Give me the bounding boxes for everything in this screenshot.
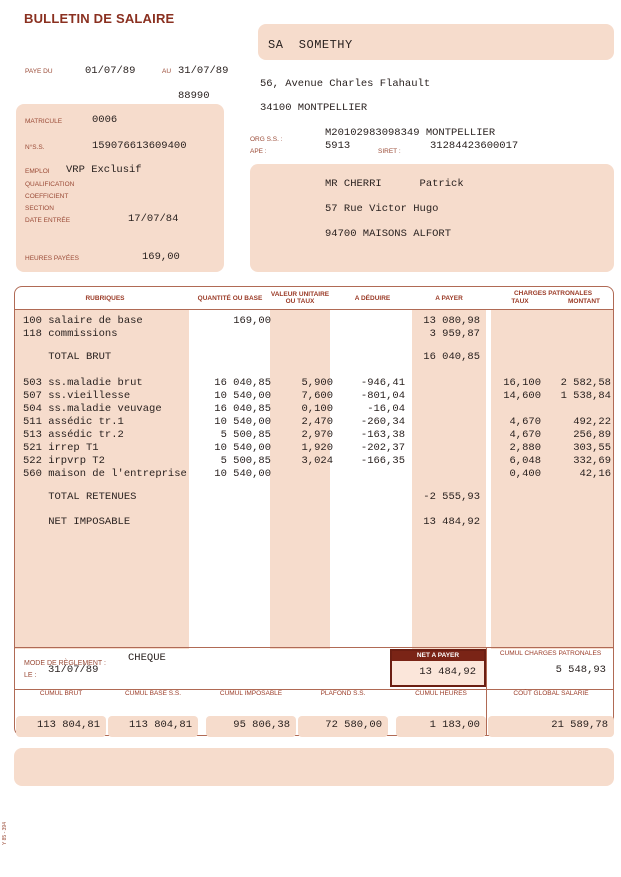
cumul-value: 95 806,38 [233, 719, 290, 731]
cell-pay: 16 040,85 [423, 351, 480, 363]
recipient-name: MR CHERRI Patrick [325, 178, 464, 190]
siret-label: SIRET : [378, 148, 401, 155]
cell-pmont: 42,16 [579, 468, 611, 480]
recipient-city: 94700 MAISONS ALFORT [325, 228, 452, 240]
employer-name: SA SOMETHY [268, 38, 353, 52]
cell-pmont: 256,89 [573, 429, 611, 441]
cumul-box [16, 716, 106, 737]
cell-ded: -260,34 [360, 416, 405, 428]
cell-ptaux: 14,600 [503, 390, 541, 402]
header-quantite: QUANTITÉ OU BASE [197, 295, 263, 302]
cumul-box [108, 716, 198, 737]
nss-label: N°S.S. [25, 144, 45, 151]
footer-vertical-divider [486, 647, 487, 736]
cell-ded: -166,35 [360, 455, 405, 467]
cumul-value: 1 183,00 [429, 719, 480, 731]
cell-qty: 10 540,00 [214, 390, 271, 402]
form-code: Y 85 - 394 [2, 822, 8, 845]
mode: CHEQUE [128, 652, 166, 664]
net-a-payer-label: NET A PAYER [392, 651, 484, 661]
emploi-label: EMPLOI [25, 168, 50, 175]
cumul-charges: 5 548,93 [555, 664, 606, 676]
cumul-label: PLAFOND S.S. [320, 690, 366, 697]
cell-pmont: 303,55 [573, 442, 611, 454]
cell-label: 503 ss.maladie brut [23, 377, 143, 389]
cell-label: 521 irrep T1 [23, 442, 99, 454]
cell-qty: 10 540,00 [214, 416, 271, 428]
cumul-label: CUMUL HEURES [415, 690, 467, 697]
cell-pmont: 1 538,84 [560, 390, 611, 402]
cell-qty: 169,00 [233, 315, 271, 327]
nss: 159076613609400 [92, 140, 187, 152]
cell-label: TOTAL RETENUES [23, 491, 137, 503]
heures-label: HEURES PAYÉES [25, 255, 79, 262]
period-from: 01/07/89 [85, 65, 136, 77]
heures: 169,00 [142, 251, 180, 263]
siret: 31284423600017 [430, 140, 519, 152]
section-label: SECTION [25, 205, 54, 212]
cumul-value: 21 589,78 [551, 719, 608, 731]
cell-label: NET IMPOSABLE [23, 516, 131, 528]
cell-qty: 16 040,85 [214, 403, 271, 415]
period-number: 88990 [178, 90, 210, 102]
cell-rate: 5,900 [301, 377, 333, 389]
cumul-box [396, 716, 486, 737]
cell-rate: 1,920 [301, 442, 333, 454]
cumul-value: 72 580,00 [325, 719, 382, 731]
cell-qty: 10 540,00 [214, 442, 271, 454]
qualification-label: QUALIFICATION [25, 181, 75, 188]
cumul-charges-label: CUMUL CHARGES PATRONALES [499, 650, 602, 657]
cell-pay: 13 484,92 [423, 516, 480, 528]
cell-pmont: 2 582,58 [560, 377, 611, 389]
page-title: BULLETIN DE SALAIRE [24, 11, 175, 26]
cell-qty: 10 540,00 [214, 468, 271, 480]
recipient-street: 57 Rue Victor Hugo [325, 203, 439, 215]
ape: 5913 [325, 140, 351, 152]
le-label: LE : [24, 672, 37, 679]
employee-panel [16, 104, 224, 272]
header-charges: CHARGES PATRONALES [513, 290, 593, 297]
cell-ptaux: 6,048 [509, 455, 541, 467]
cumul-box [488, 716, 614, 737]
cell-label: 100 salaire de base [23, 315, 143, 327]
cell-label: 507 ss.vieillesse [23, 390, 131, 402]
cumul-label: COÛT GLOBAL SALARIE [513, 690, 589, 697]
cell-ptaux: 4,670 [509, 416, 541, 428]
bottom-band [14, 748, 614, 786]
cumul-box [298, 716, 388, 737]
net-a-payer: 13 484,92 [419, 666, 476, 678]
period-from-label: PAYE DU [25, 68, 53, 75]
cell-label: 511 assédic tr.1 [23, 416, 124, 428]
cell-rate: 2,470 [301, 416, 333, 428]
cell-label: 513 assédic tr.2 [23, 429, 124, 441]
ape-label: APE : [250, 148, 267, 155]
cell-rate: 2,970 [301, 429, 333, 441]
header-deduire: A DÉDUIRE [354, 295, 391, 302]
cell-ded: -946,41 [360, 377, 405, 389]
cell-pmont: 492,22 [573, 416, 611, 428]
cell-pay: -2 555,93 [423, 491, 480, 503]
header-payer: A PAYER [435, 295, 463, 302]
coefficient-label: COEFFICIENT [25, 193, 69, 200]
cell-qty: 5 500,85 [220, 455, 271, 467]
cell-ptaux: 2,880 [509, 442, 541, 454]
net-a-payer-box [390, 649, 486, 687]
period-to-label: AU [162, 68, 172, 75]
header-valeur: VALEUR UNITAIRE OU TAUX [270, 291, 330, 305]
cell-qty: 5 500,85 [220, 429, 271, 441]
cell-ded: -16,04 [367, 403, 405, 415]
cell-ptaux: 4,670 [509, 429, 541, 441]
cumul-label: CUMUL BASE S.S. [124, 690, 182, 697]
cell-qty: 16 040,85 [214, 377, 271, 389]
employer-address1: 56, Avenue Charles Flahault [260, 78, 431, 90]
footer-divider [14, 647, 614, 648]
cumul-value: 113 804,81 [36, 719, 100, 731]
date-entree: 17/07/84 [128, 213, 179, 225]
cell-rate: 3,024 [301, 455, 333, 467]
cell-pmont: 332,69 [573, 455, 611, 467]
cumul-value: 113 804,81 [128, 719, 192, 731]
cell-label: 560 maison de l'entreprise [23, 468, 187, 480]
date-entree-label: DATE ENTRÉE [25, 217, 71, 224]
col-bg-valeur [270, 309, 330, 649]
matricule: 0006 [92, 114, 118, 126]
cell-ded: -202,37 [360, 442, 405, 454]
header-divider [15, 309, 614, 310]
cell-pay: 3 959,87 [429, 328, 480, 340]
cell-label: 522 irpvrp T2 [23, 455, 105, 467]
le-date: 31/07/89 [48, 664, 99, 676]
emploi: VRP Exclusif [66, 164, 142, 176]
header-taux: TAUX [511, 298, 529, 305]
header-rubriques: RUBRIQUES [85, 295, 125, 302]
cumul-box [206, 716, 296, 737]
matricule-label: MATRICULE [25, 118, 63, 125]
cell-rate: 7,600 [301, 390, 333, 402]
cell-ded: -801,04 [360, 390, 405, 402]
urssaf-label: ORG S.S. : [250, 136, 283, 143]
cell-label: TOTAL BRUT [23, 351, 112, 363]
period-to: 31/07/89 [178, 65, 229, 77]
mode-label: MODE DE RÈGLEMENT : [24, 660, 106, 667]
cumul-label: CUMUL IMPOSABLE [219, 690, 283, 697]
cell-pay: 13 080,98 [423, 315, 480, 327]
urssaf: M20102983098349 MONTPELLIER [325, 127, 496, 139]
cell-rate: 0,100 [301, 403, 333, 415]
cumul-label: CUMUL BRUT [39, 690, 83, 697]
cell-ded: -163,38 [360, 429, 405, 441]
header-montant: MONTANT [567, 298, 600, 305]
cell-ptaux: 0,400 [509, 468, 541, 480]
employer-address2: 34100 MONTPELLIER [260, 102, 368, 114]
cell-ptaux: 16,100 [503, 377, 541, 389]
cell-label: 504 ss.maladie veuvage [23, 403, 162, 415]
cell-label: 118 commissions [23, 328, 118, 340]
